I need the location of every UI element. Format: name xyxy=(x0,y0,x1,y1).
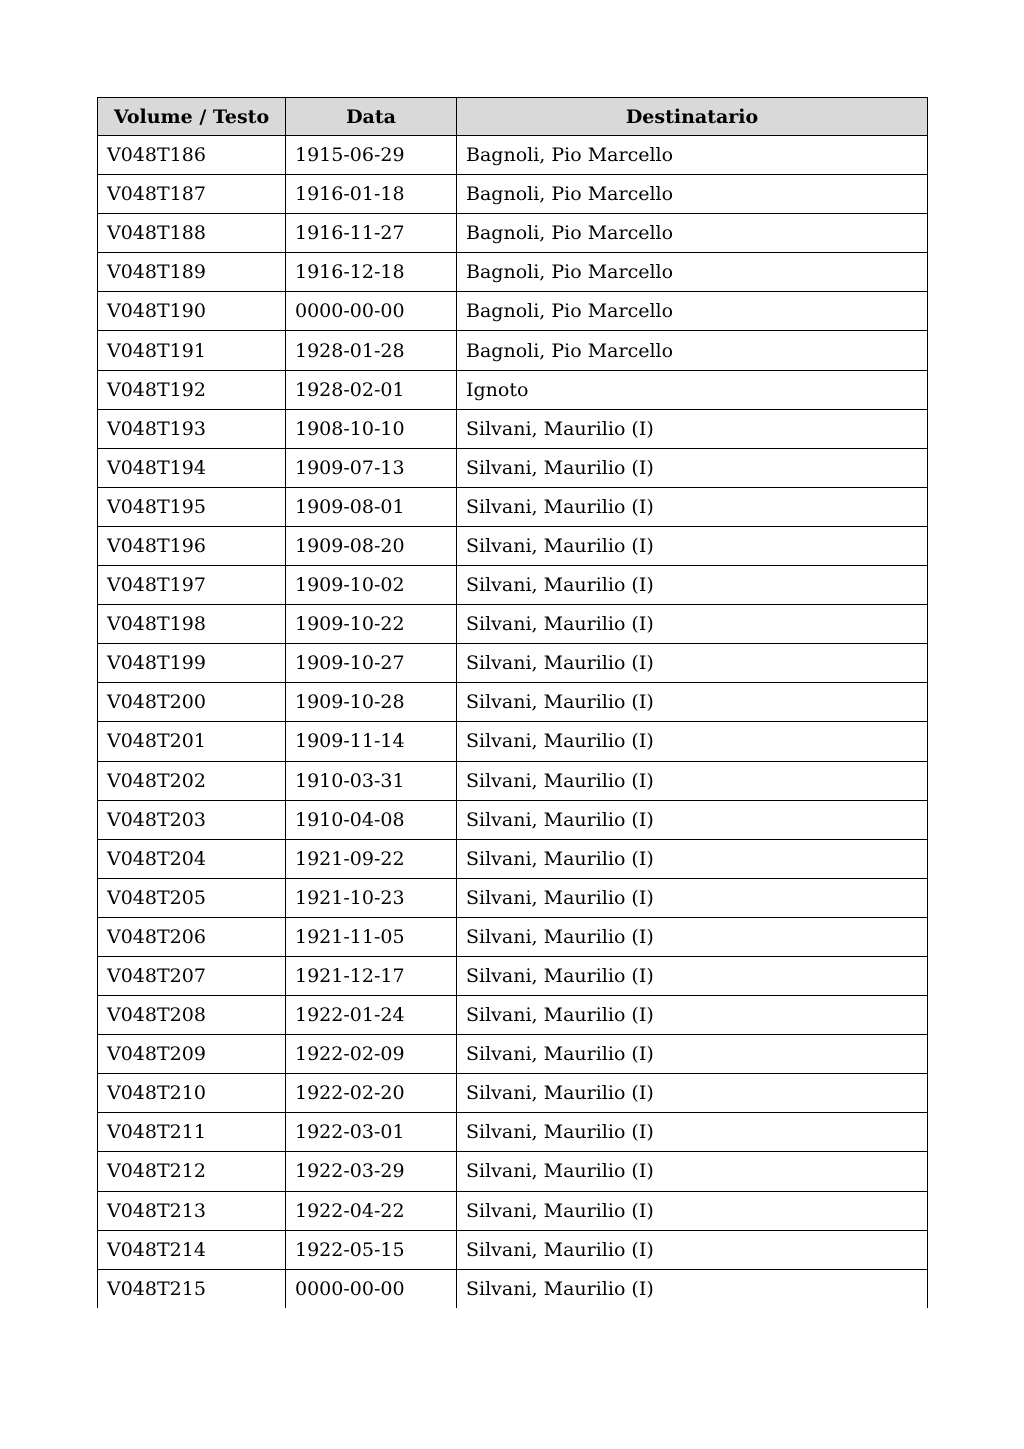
data-cell: 0000-00-00 xyxy=(286,1269,457,1308)
volume-testo-cell: V048T213 xyxy=(98,1191,286,1230)
data-cell: 1910-03-31 xyxy=(286,761,457,800)
table-row xyxy=(98,956,928,995)
destinatario-cell: Silvani, Maurilio (I) xyxy=(457,1113,928,1152)
table-row xyxy=(98,253,928,292)
table-row xyxy=(98,1035,928,1074)
destinatario-cell: Silvani, Maurilio (I) xyxy=(457,409,928,448)
table-row xyxy=(98,526,928,565)
destinatario-cell: Silvani, Maurilio (I) xyxy=(457,1191,928,1230)
destinatario-cell: Silvani, Maurilio (I) xyxy=(457,1152,928,1191)
volume-testo-cell: V048T192 xyxy=(98,370,286,409)
table-row xyxy=(98,292,928,331)
table-row xyxy=(98,996,928,1035)
destinatario-cell: Silvani, Maurilio (I) xyxy=(457,487,928,526)
column-header-destinatario: Destinatario xyxy=(457,98,928,136)
destinatario-cell: Silvani, Maurilio (I) xyxy=(457,800,928,839)
table-row xyxy=(98,487,928,526)
destinatario-cell: Silvani, Maurilio (I) xyxy=(457,996,928,1035)
volume-testo-cell: V048T196 xyxy=(98,526,286,565)
volume-testo-cell: V048T208 xyxy=(98,996,286,1035)
table-row xyxy=(98,175,928,214)
data-cell: 1909-10-02 xyxy=(286,566,457,605)
volume-testo-cell: V048T215 xyxy=(98,1269,286,1308)
table-row xyxy=(98,722,928,761)
destinatario-cell: Ignoto xyxy=(457,370,928,409)
data-cell: 1921-12-17 xyxy=(286,956,457,995)
destinatario-cell: Silvani, Maurilio (I) xyxy=(457,878,928,917)
data-cell: 1909-11-14 xyxy=(286,722,457,761)
table-row xyxy=(98,605,928,644)
volume-testo-cell: V048T205 xyxy=(98,878,286,917)
destinatario-cell: Silvani, Maurilio (I) xyxy=(457,566,928,605)
destinatario-cell: Silvani, Maurilio (I) xyxy=(457,605,928,644)
data-cell: 1909-07-13 xyxy=(286,448,457,487)
destinatario-cell: Bagnoli, Pio Marcello xyxy=(457,292,928,331)
table-row xyxy=(98,917,928,956)
volume-testo-cell: V048T209 xyxy=(98,1035,286,1074)
data-cell: 1909-08-20 xyxy=(286,526,457,565)
data-cell: 1922-01-24 xyxy=(286,996,457,1035)
table-body xyxy=(98,136,928,1309)
column-header-data: Data xyxy=(286,98,457,136)
data-cell: 1909-10-22 xyxy=(286,605,457,644)
data-cell: 1921-10-23 xyxy=(286,878,457,917)
table-row xyxy=(98,683,928,722)
destinatario-cell: Silvani, Maurilio (I) xyxy=(457,956,928,995)
destinatario-cell: Silvani, Maurilio (I) xyxy=(457,683,928,722)
volume-testo-cell: V048T193 xyxy=(98,409,286,448)
destinatario-cell: Silvani, Maurilio (I) xyxy=(457,1035,928,1074)
table-row xyxy=(98,566,928,605)
volume-testo-cell: V048T212 xyxy=(98,1152,286,1191)
data-cell: 1916-11-27 xyxy=(286,214,457,253)
table-row xyxy=(98,214,928,253)
data-cell: 1921-09-22 xyxy=(286,839,457,878)
table-row xyxy=(98,1269,928,1308)
table-header xyxy=(98,98,928,136)
destinatario-cell: Silvani, Maurilio (I) xyxy=(457,722,928,761)
data-cell: 1922-05-15 xyxy=(286,1230,457,1269)
data-cell: 1928-02-01 xyxy=(286,370,457,409)
destinatario-cell: Silvani, Maurilio (I) xyxy=(457,839,928,878)
data-cell: 1909-10-28 xyxy=(286,683,457,722)
data-cell: 1910-04-08 xyxy=(286,800,457,839)
table-row xyxy=(98,1191,928,1230)
table-row xyxy=(98,839,928,878)
volume-testo-cell: V048T202 xyxy=(98,761,286,800)
letters-table xyxy=(97,97,928,1308)
data-cell: 1916-12-18 xyxy=(286,253,457,292)
data-cell: 1928-01-28 xyxy=(286,331,457,370)
data-cell: 1916-01-18 xyxy=(286,175,457,214)
volume-testo-cell: V048T199 xyxy=(98,644,286,683)
data-cell: 1922-04-22 xyxy=(286,1191,457,1230)
destinatario-cell: Bagnoli, Pio Marcello xyxy=(457,175,928,214)
volume-testo-cell: V048T207 xyxy=(98,956,286,995)
volume-testo-cell: V048T187 xyxy=(98,175,286,214)
column-header-volume-testo: Volume / Testo xyxy=(98,98,286,136)
volume-testo-cell: V048T194 xyxy=(98,448,286,487)
table-row xyxy=(98,370,928,409)
data-cell: 1909-08-01 xyxy=(286,487,457,526)
volume-testo-cell: V048T198 xyxy=(98,605,286,644)
header-row xyxy=(98,98,928,136)
data-cell: 0000-00-00 xyxy=(286,292,457,331)
volume-testo-cell: V048T197 xyxy=(98,566,286,605)
volume-testo-cell: V048T190 xyxy=(98,292,286,331)
destinatario-cell: Silvani, Maurilio (I) xyxy=(457,448,928,487)
table-row xyxy=(98,644,928,683)
volume-testo-cell: V048T214 xyxy=(98,1230,286,1269)
table-row xyxy=(98,331,928,370)
table-row xyxy=(98,1113,928,1152)
table-row xyxy=(98,878,928,917)
destinatario-cell: Silvani, Maurilio (I) xyxy=(457,761,928,800)
data-cell: 1922-03-01 xyxy=(286,1113,457,1152)
table-row xyxy=(98,409,928,448)
data-cell: 1922-03-29 xyxy=(286,1152,457,1191)
destinatario-cell: Silvani, Maurilio (I) xyxy=(457,644,928,683)
table-row xyxy=(98,136,928,175)
destinatario-cell: Silvani, Maurilio (I) xyxy=(457,917,928,956)
destinatario-cell: Silvani, Maurilio (I) xyxy=(457,1074,928,1113)
volume-testo-cell: V048T191 xyxy=(98,331,286,370)
destinatario-cell: Bagnoli, Pio Marcello xyxy=(457,331,928,370)
data-cell: 1909-10-27 xyxy=(286,644,457,683)
table-row xyxy=(98,448,928,487)
volume-testo-cell: V048T186 xyxy=(98,136,286,175)
destinatario-cell: Silvani, Maurilio (I) xyxy=(457,1230,928,1269)
table-row xyxy=(98,761,928,800)
volume-testo-cell: V048T195 xyxy=(98,487,286,526)
table-row xyxy=(98,800,928,839)
data-cell: 1921-11-05 xyxy=(286,917,457,956)
data-cell: 1915-06-29 xyxy=(286,136,457,175)
volume-testo-cell: V048T189 xyxy=(98,253,286,292)
data-cell: 1922-02-09 xyxy=(286,1035,457,1074)
volume-testo-cell: V048T204 xyxy=(98,839,286,878)
destinatario-cell: Bagnoli, Pio Marcello xyxy=(457,136,928,175)
destinatario-cell: Silvani, Maurilio (I) xyxy=(457,526,928,565)
volume-testo-cell: V048T200 xyxy=(98,683,286,722)
volume-testo-cell: V048T210 xyxy=(98,1074,286,1113)
volume-testo-cell: V048T203 xyxy=(98,800,286,839)
destinatario-cell: Bagnoli, Pio Marcello xyxy=(457,214,928,253)
destinatario-cell: Silvani, Maurilio (I) xyxy=(457,1269,928,1308)
table-row xyxy=(98,1230,928,1269)
data-cell: 1908-10-10 xyxy=(286,409,457,448)
destinatario-cell: Bagnoli, Pio Marcello xyxy=(457,253,928,292)
table-row xyxy=(98,1152,928,1191)
volume-testo-cell: V048T206 xyxy=(98,917,286,956)
volume-testo-cell: V048T188 xyxy=(98,214,286,253)
data-cell: 1922-02-20 xyxy=(286,1074,457,1113)
volume-testo-cell: V048T211 xyxy=(98,1113,286,1152)
table-row xyxy=(98,1074,928,1113)
volume-testo-cell: V048T201 xyxy=(98,722,286,761)
